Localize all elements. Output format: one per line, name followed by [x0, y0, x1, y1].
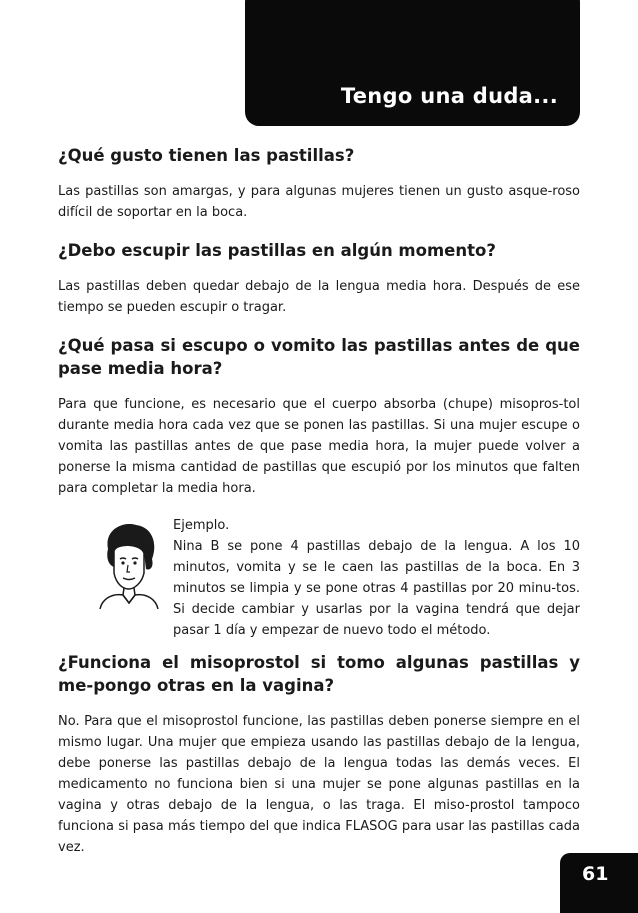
- question-heading: ¿Qué gusto tienen las pastillas?: [58, 146, 355, 165]
- answer-paragraph: Las pastillas son amargas, y para algunas mujeres tienen un gusto asque-roso difícil de soportar en la boca.: [58, 184, 580, 220]
- example-box: [58, 515, 580, 638]
- question-heading: ¿Funciona el misoprostol si tomo algunas pastillas y me-pongo otras en la vagina?: [58, 653, 580, 695]
- example-heading: Ejemplo.: [173, 518, 230, 533]
- header-banner: [245, 0, 580, 126]
- question-heading: ¿Debo escupir las pastillas en algún momento?: [58, 241, 496, 260]
- answer-paragraph: Para que funcione, es necesario que el cuerpo absorba (chupe) misopros-tol durante media hora cada vez que se ponen las pastillas. Si una mujer escupe o vomita las pastillas antes de que pase media hora, la mujer puede volver a ponerse la misma cantidad de pastillas que escupió por los minutos que falten para completar la media hora.: [58, 397, 580, 496]
- page-number-tab: [560, 853, 638, 913]
- question-heading: ¿Qué pasa si escupo o vomito las pastillas antes de que pase media hora?: [58, 336, 580, 378]
- answer-paragraph: Las pastillas deben quedar debajo de la lengua media hora. Después de ese tiempo se pueden escupir o tragar.: [58, 279, 580, 315]
- page-number: 61: [582, 863, 609, 885]
- example-body: Nina B se pone 4 pastillas debajo de la lengua. A los 10 minutos, vomita y se le caen las pastillas de la boca. En 3 minutos se limpia y se pone otras 4 pastillas por 20 minu-tos. Si decide cambiar y usarlas por la vagina tendrá que dejar pasar 1 día y empezar de nuevo todo el método.: [173, 539, 580, 638]
- page-title: Tengo una duda...: [340, 84, 558, 108]
- page-content: [58, 140, 580, 874]
- answer-paragraph: No. Para que el misoprostol funcione, las pastillas deben ponerse siempre en el mismo lugar. Una mujer que empieza usando las pastillas debajo de la lengua, debe ponerse las pastillas debajo de la lengua todas las demás veces. El medicamento no funciona bien si una mujer se pone algunas pastillas en la vagina y otras debajo de la lengua, o las traga. El miso-prostol tampoco funciona si pasa más tiempo del que indica FLASOG para usar las pastillas cada vez.: [58, 714, 580, 855]
- example-text: [173, 515, 580, 641]
- woman-portrait-illustration: [94, 519, 164, 609]
